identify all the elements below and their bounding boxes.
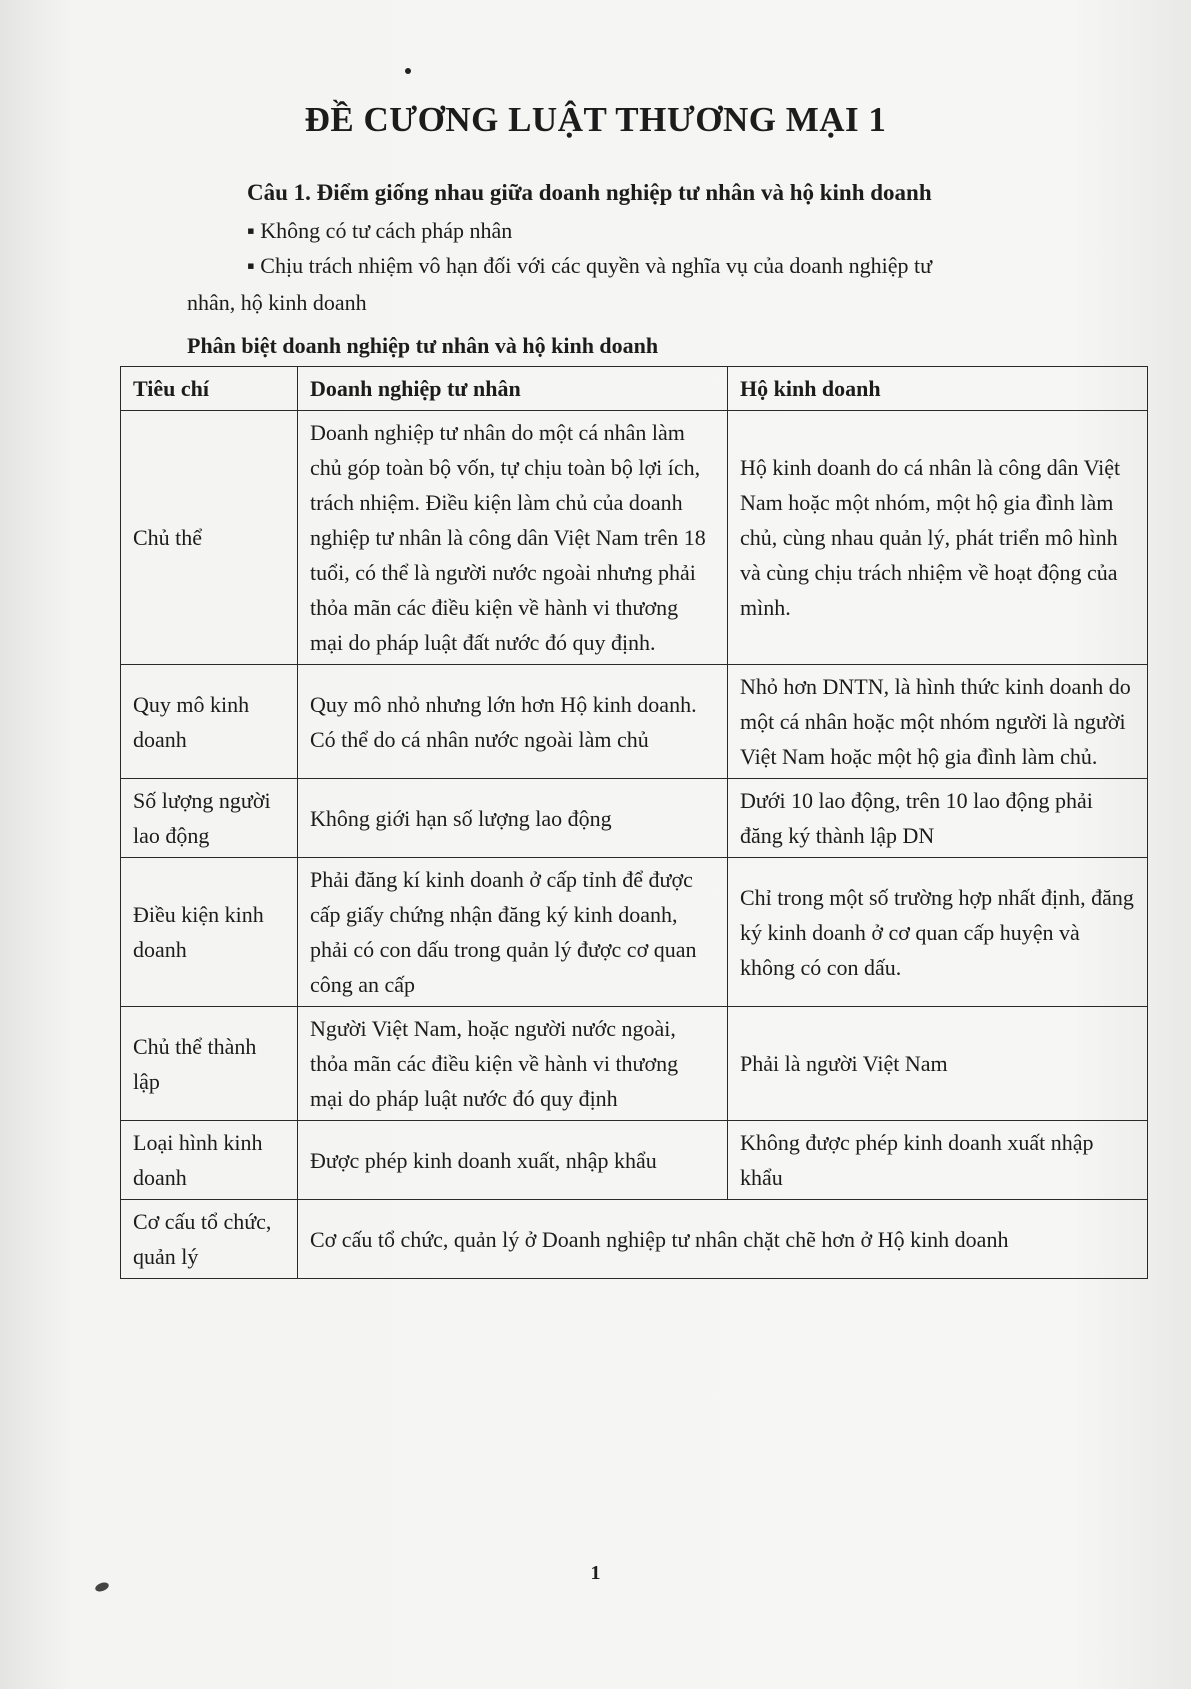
table-header-row — [121, 367, 1148, 411]
table-row — [121, 779, 1148, 858]
row-dntn: Phải đăng kí kinh doanh ở cấp tỉnh để được cấp giấy chứng nhận đăng ký kinh doanh, phải có con dấu trong quản lý được cơ quan công an cấp — [298, 858, 728, 1007]
ink-dot — [405, 68, 411, 74]
similarity-bullet-2-continued: nhân, hộ kinh doanh — [187, 290, 367, 315]
row-dntn: Được phép kinh doanh xuất, nhập khẩu — [298, 1121, 728, 1200]
row-criterion: Loại hình kinh doanh — [121, 1121, 298, 1200]
row-dntn: Doanh nghiệp tư nhân do một cá nhân làm chủ góp toàn bộ vốn, tự chịu toàn bộ lợi ích, trách nhiệm. Điều kiện làm chủ của doanh nghiệp tư nhân là công dân Việt Nam trên 18 tuổi, có thể là người nước ngoài nhưng phải thỏa mãn các điều kiện về hành vi thương mại do pháp luật đất nước đó quy định. — [298, 411, 728, 665]
row-hkd: Dưới 10 lao động, trên 10 lao động phải đăng ký thành lập DN — [728, 779, 1148, 858]
question-1-heading: Câu 1. Điểm giống nhau giữa doanh nghiệp tư nhân và hộ kinh doanh — [247, 180, 932, 205]
row-hkd: Nhỏ hơn DNTN, là hình thức kinh doanh do một cá nhân hoặc một nhóm người là người Việt Nam hoặc một hộ gia đình làm chủ. — [728, 665, 1148, 779]
page-number: 1 — [590, 1562, 601, 1584]
similarity-bullet-2: ▪ Chịu trách nhiệm vô hạn đối với các quyền và nghĩa vụ của doanh nghiệp tư — [247, 253, 933, 278]
row-dntn: Không giới hạn số lượng lao động — [298, 779, 728, 858]
row-hkd: Hộ kinh doanh do cá nhân là công dân Việt Nam hoặc một nhóm, một hộ gia đình làm chủ, cùng nhau quản lý, phát triển mô hình và cùng chịu trách nhiệm về hoạt động của mình. — [728, 411, 1148, 665]
similarity-bullet-1: ▪ Không có tư cách pháp nhân — [247, 218, 513, 243]
table-row — [121, 411, 1148, 665]
row-dntn: Quy mô nhỏ nhưng lớn hơn Hộ kinh doanh. Có thể do cá nhân nước ngoài làm chủ — [298, 665, 728, 779]
row-criterion: Chủ thể — [121, 411, 298, 665]
table-row — [121, 1121, 1148, 1200]
row-criterion: Điều kiện kinh doanh — [121, 858, 298, 1007]
row-criterion: Quy mô kinh doanh — [121, 665, 298, 779]
row-dntn: Người Việt Nam, hoặc người nước ngoài, thỏa mãn các điều kiện về hành vi thương mại do pháp luật nước đó quy định — [298, 1007, 728, 1121]
table-row — [121, 1007, 1148, 1121]
header-dntn: Doanh nghiệp tư nhân — [298, 367, 728, 411]
table-row — [121, 858, 1148, 1007]
row-criterion: Chủ thể thành lập — [121, 1007, 298, 1121]
header-hkd: Hộ kinh doanh — [728, 367, 1148, 411]
table-row-merged — [121, 1200, 1148, 1279]
header-criterion: Tiêu chí — [121, 367, 298, 411]
row-merged-content: Cơ cấu tổ chức, quản lý ở Doanh nghiệp tư nhân chặt chẽ hơn ở Hộ kinh doanh — [298, 1200, 1148, 1279]
row-hkd: Phải là người Việt Nam — [728, 1007, 1148, 1121]
comparison-heading: Phân biệt doanh nghiệp tư nhân và hộ kinh doanh — [187, 333, 659, 358]
row-hkd: Không được phép kinh doanh xuất nhập khẩu — [728, 1121, 1148, 1200]
row-criterion: Cơ cấu tổ chức, quản lý — [121, 1200, 298, 1279]
document-title: ĐỀ CƯƠNG LUẬT THƯƠNG MẠI 1 — [304, 100, 887, 139]
comparison-table — [120, 366, 1148, 1279]
row-criterion: Số lượng người lao động — [121, 779, 298, 858]
table-row — [121, 665, 1148, 779]
row-hkd: Chỉ trong một số trường hợp nhất định, đăng ký kinh doanh ở cơ quan cấp huyện và không có con dấu. — [728, 858, 1148, 1007]
